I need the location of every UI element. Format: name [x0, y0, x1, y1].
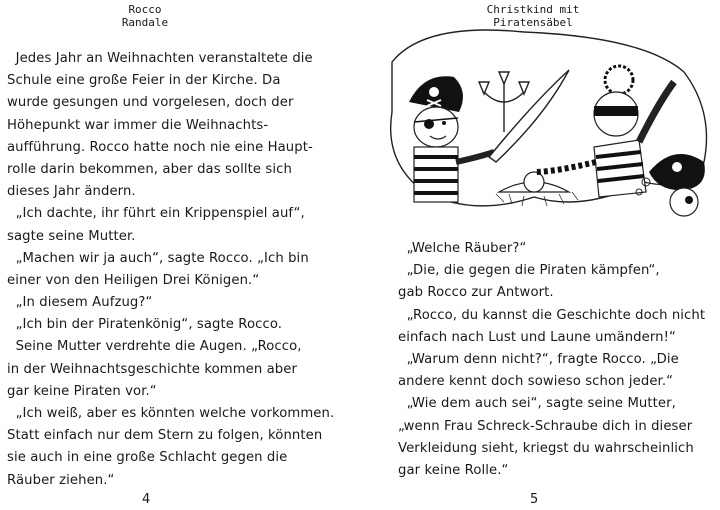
header-line: Randale [121, 16, 169, 29]
text-line: aufführung. Rocco hatte noch nie eine Haupt- [7, 139, 313, 155]
text-line: gab Rocco zur Antwort. [398, 285, 554, 301]
text-line: Statt einfach nur dem Stern zu folgen, könnten [7, 428, 323, 444]
text-line: „Ich bin der Piratenkönig“, sagte Rocco. [7, 317, 283, 333]
text-line: gar keine Piraten vor.“ [7, 383, 157, 399]
text-line: Schule eine große Feier in der Kirche. Da [7, 73, 281, 89]
text-line: dieses Jahr ändern. [7, 184, 136, 200]
header-line: Rocco [128, 3, 162, 16]
right-body-text [398, 238, 705, 482]
text-line: „Ich weiß, aber es könnten welche vorkommen. [7, 406, 335, 421]
text-line: Räuber ziehen.“ [7, 472, 115, 488]
text-line: sagte seine Mutter. [7, 228, 136, 244]
left-running-header [100, 3, 190, 29]
text-line: andere kennt doch sowieso schon jeder.“ [398, 374, 674, 390]
text-line: Verkleidung sieht, kriegst du wahrscheinlich [398, 440, 694, 456]
text-line: „Welche Räuber?“ [398, 241, 527, 256]
pirate-nativity-illustration-icon [384, 22, 720, 222]
text-line: „In diesem Aufzug?“ [7, 295, 153, 311]
right-page [360, 0, 720, 510]
text-line: „Warum denn nicht?“, fragte Rocco. „Die [398, 351, 679, 367]
text-line: einer von den Heiligen Drei Königen.“ [7, 272, 260, 288]
text-line: „Die, die gegen die Piraten kämpfen“, [398, 263, 660, 279]
text-line: „Wie dem auch sei“, sagte seine Mutter, [398, 396, 676, 412]
text-line: Seine Mutter verdrehte die Augen. „Rocco, [7, 339, 302, 355]
text-line: „Machen wir ja auch“, sagte Rocco. „Ich bin [7, 250, 309, 266]
text-line: einfach nach Lust und Laune umändern!“ [398, 329, 676, 345]
header-line: Christkind mit [486, 3, 580, 16]
text-line: Höhepunkt war immer die Weihnachts- [7, 117, 269, 133]
text-line: sie auch in eine große Schlacht gegen die [7, 450, 288, 466]
left-body-text [7, 48, 334, 492]
right-page-number: 5 [530, 492, 539, 507]
text-line: gar keine Rolle.“ [398, 462, 509, 478]
text-line: Jedes Jahr an Weihnachten veranstaltete die [7, 51, 313, 66]
text-line: wurde gesungen und vorgelesen, doch der [7, 95, 294, 111]
text-line: „Rocco, du kannst die Geschichte doch nicht [398, 307, 706, 323]
header-line: Piratensäbel [493, 16, 573, 29]
text-line: in der Weihnachtsgeschichte kommen aber [7, 361, 297, 377]
text-line: „Ich dachte, ihr führt ein Krippenspiel auf“, [7, 206, 305, 222]
text-line: „wenn Frau Schreck-Schraube dich in dieser [398, 418, 693, 434]
left-page-number: 4 [142, 492, 151, 507]
text-line: rolle darin bekommen, aber das sollte sich [7, 161, 292, 177]
